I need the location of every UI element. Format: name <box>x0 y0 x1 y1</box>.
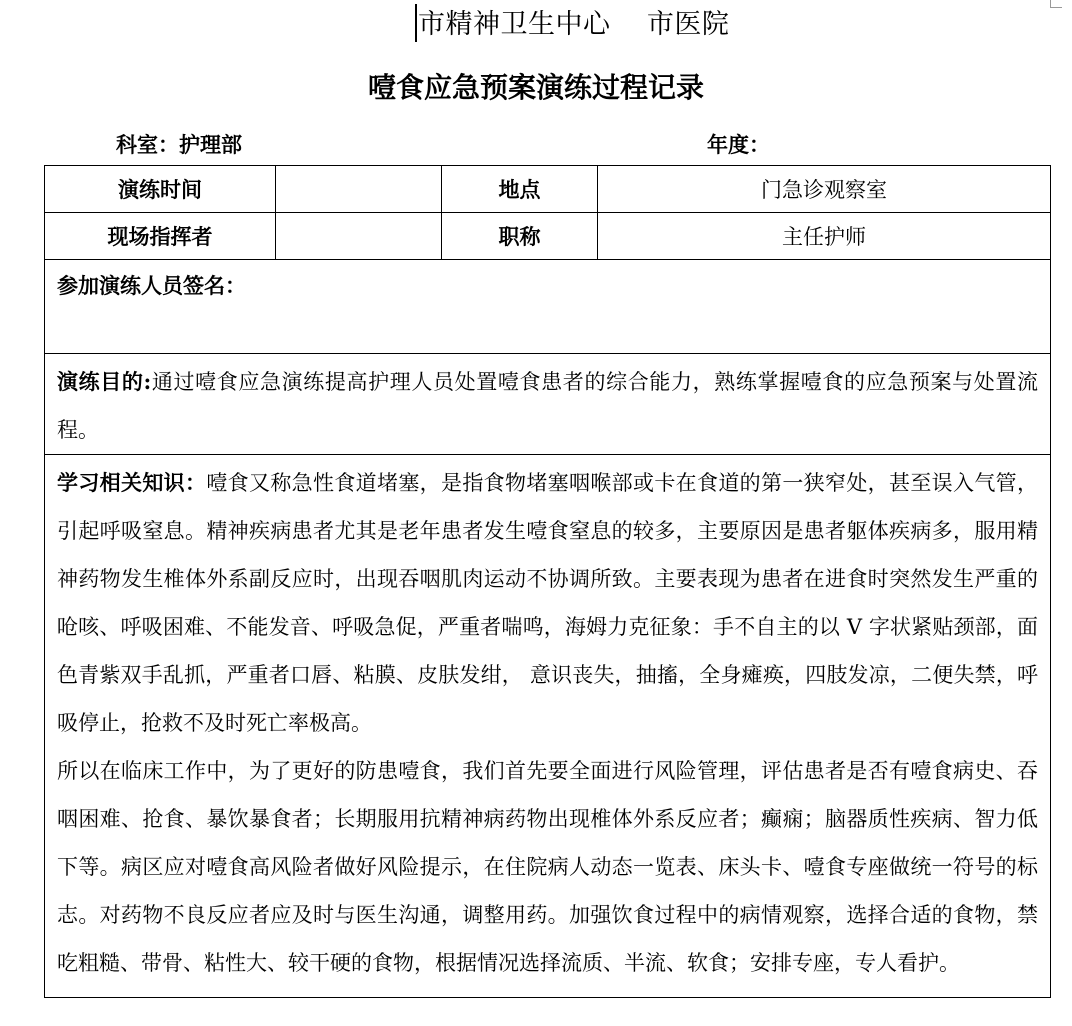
knowledge-paragraph-2: 所以在临床工作中，为了更好的防患噎食，我们首先要全面进行风险管理，评估患者是否有噎食病史、吞咽困难、抢食、暴饮暴食者；长期服用抗精神病药物出现椎体外系反应者；癫痫；脑器质性疾病、智力低下等。病区应对噎食高风险者做好风险提示，在住院病人动态一览表、床头卡、噎食专座做统一符号的标志。对药物不良反应者应及时与医生沟通，调整用药。加强饮食过程中的病情观察，选择合适的食物，禁吃粗糙、带骨、粘性大、较干硬的食物，根据情况选择流质、半流、软食；安排专座，专人看护。 <box>57 759 1038 975</box>
commander-label: 现场指挥者 <box>45 213 276 260</box>
department-field[interactable]: 科室：护理部 <box>116 132 242 157</box>
title-label: 职称 <box>442 213 598 260</box>
table-row <box>45 260 1051 354</box>
drill-time-value[interactable] <box>276 166 442 213</box>
knowledge-cell[interactable] <box>45 455 1051 998</box>
table-row <box>45 166 1051 213</box>
institution-header[interactable]: 市精神卫生中心 市医院 <box>418 9 730 40</box>
table-row <box>45 455 1051 998</box>
text-cursor <box>415 4 417 42</box>
drill-time-label: 演练时间 <box>45 166 276 213</box>
table-row <box>45 354 1051 455</box>
year-field[interactable]: 年度： <box>707 132 770 157</box>
knowledge-label: 学习相关知识： <box>57 470 207 495</box>
location-label: 地点 <box>442 166 598 213</box>
document-title[interactable]: 噎食应急预案演练过程记录 <box>367 71 704 104</box>
purpose-cell[interactable] <box>45 354 1051 455</box>
drill-record-table <box>44 165 1051 998</box>
purpose-label: 演练目的: <box>57 369 152 394</box>
purpose-text: 通过噎食应急演练提高护理人员处置噎食患者的综合能力，熟练掌握噎食的应急预案与处置流程。 <box>57 370 1038 442</box>
signatures-cell[interactable] <box>45 260 1051 354</box>
location-value[interactable]: 门急诊观察室 <box>598 166 1051 213</box>
table-row <box>45 213 1051 260</box>
page-corner-mark <box>1050 0 1062 8</box>
title-value[interactable]: 主任护师 <box>598 213 1051 260</box>
purpose-paragraph <box>45 354 1050 454</box>
commander-value[interactable] <box>276 213 442 260</box>
knowledge-paragraph-1 <box>45 455 1050 747</box>
knowledge-text-1: 噎食又称急性食道堵塞，是指食物堵塞咽喉部或卡在食道的第一狭窄处，甚至误入气管，引起呼吸窒息。精神疾病患者尤其是老年患者发生噎食窒息的较多，主要原因是患者躯体疾病多，服用精神药物发生椎体外系副反应时，出现吞咽肌肉运动不协调所致。主要表现为患者在进食时突然发生严重的呛咳、呼吸困难、不能发音、呼吸急促，严重者喘鸣，海姆力克征象：手不自主的以 V 字状紧贴颈部，面色青紫双手乱抓，严重者口唇、粘膜、皮肤发绀， 意识丧失，抽搐，全身瘫痪，四肢发凉，二便失禁，呼吸停止，抢救不及时死亡率极高。 <box>57 471 1039 735</box>
signatures-label: 参加演练人员签名： <box>57 273 246 298</box>
